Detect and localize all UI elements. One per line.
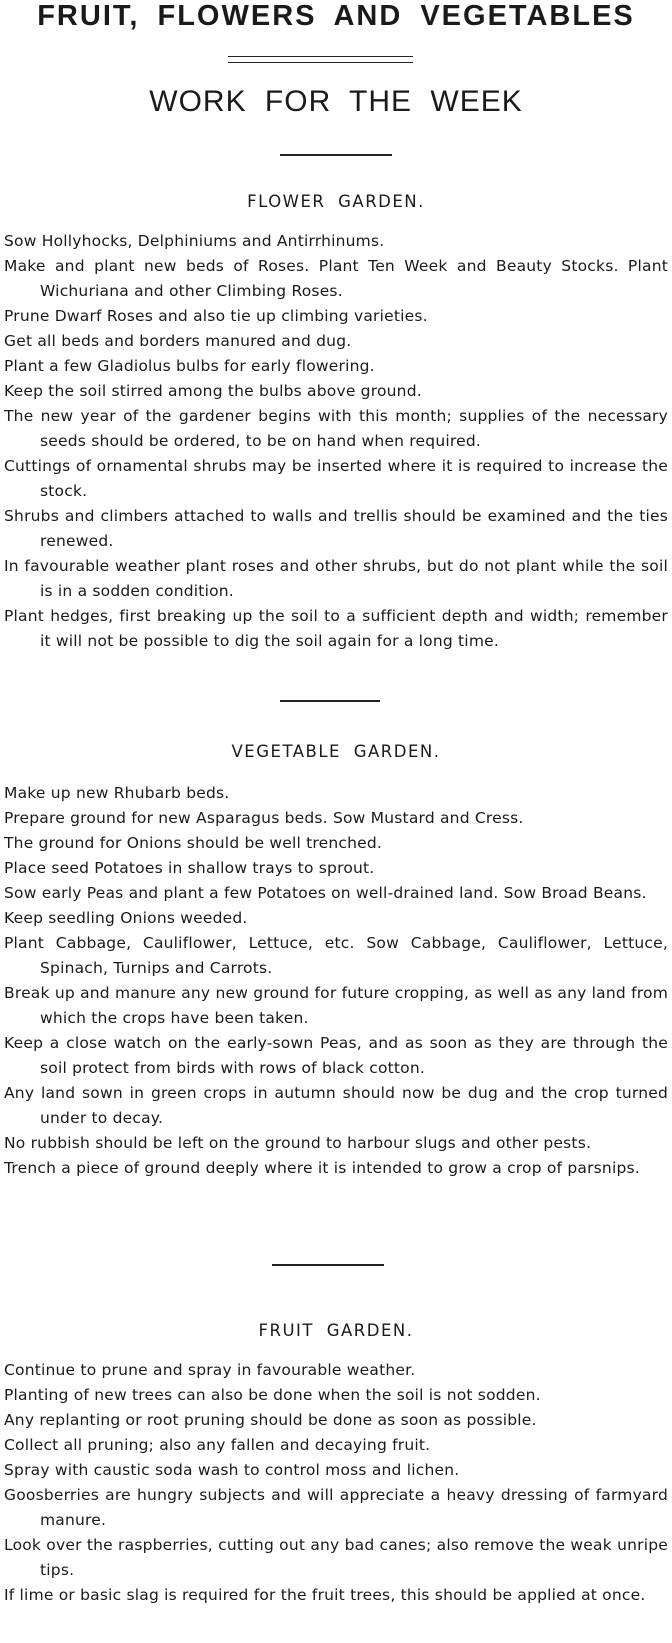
list-item: Keep a close watch on the early-sown Peas, and as soon as they are through the soil protect from birds with rows of black cotton.: [4, 1034, 668, 1077]
list-item: The ground for Onions should be well trenched.: [4, 834, 383, 852]
vegetable-garden-list: [4, 781, 668, 1181]
list-item: Plant Cabbage, Cauliflower, Lettuce, etc. Sow Cabbage, Cauliflower, Lettuce, Spinach, Turnips and Carrots.: [4, 934, 668, 977]
list-item: Make up new Rhubarb beds.: [4, 784, 230, 802]
list-item: Keep seedling Onions weeded.: [4, 909, 248, 927]
section-heading-fruit-garden: FRUIT GARDEN.: [258, 1321, 414, 1340]
page-subtitle: WORK FOR THE WEEK: [149, 85, 523, 118]
list-item: In favourable weather plant roses and other shrubs, but do not plant while the soil is in a sodden condition.: [4, 557, 668, 600]
section-divider-2: [272, 1264, 384, 1266]
list-item: Any land sown in green crops in autumn should now be dug and the crop turned under to decay.: [4, 1084, 668, 1127]
list-item: Continue to prune and spray in favourable weather.: [4, 1361, 416, 1379]
section-divider-1: [280, 700, 380, 702]
section-heading-vegetable-garden: VEGETABLE GARDEN.: [231, 742, 441, 761]
masthead-double-rule: [228, 56, 413, 63]
list-item: Make and plant new beds of Roses. Plant Ten Week and Beauty Stocks. Plant Wichuriana and other Climbing Roses.: [4, 257, 668, 300]
list-item: Break up and manure any new ground for future cropping, as well as any land from which the crops have been taken.: [4, 984, 668, 1027]
list-item: Planting of new trees can also be done when the soil is not sodden.: [4, 1386, 541, 1404]
list-item: If lime or basic slag is required for the fruit trees, this should be applied at once.: [4, 1586, 646, 1604]
list-item: The new year of the gardener begins with this month; supplies of the necessary seeds should be ordered, to be on hand when required.: [4, 407, 668, 450]
list-item: Trench a piece of ground deeply where it is intended to grow a crop of parsnips.: [4, 1159, 640, 1177]
list-item: Goosberries are hungry subjects and will appreciate a heavy dressing of farmyard manure.: [4, 1486, 668, 1529]
list-item: Get all beds and borders manured and dug.: [4, 332, 352, 350]
list-item: Keep the soil stirred among the bulbs above ground.: [4, 382, 422, 400]
list-item: Shrubs and climbers attached to walls and trellis should be examined and the ties renewed.: [4, 507, 668, 550]
subtitle-rule: [280, 154, 392, 156]
list-item: Sow Hollyhocks, Delphiniums and Antirrhinums.: [4, 232, 385, 250]
list-item: No rubbish should be left on the ground to harbour slugs and other pests.: [4, 1134, 592, 1152]
list-item: Spray with caustic soda wash to control moss and lichen.: [4, 1461, 460, 1479]
list-item: Prune Dwarf Roses and also tie up climbing varieties.: [4, 307, 428, 325]
list-item: Place seed Potatoes in shallow trays to sprout.: [4, 859, 375, 877]
list-item: Cuttings of ornamental shrubs may be inserted where it is required to increase the stock.: [4, 457, 668, 500]
list-item: Prepare ground for new Asparagus beds. Sow Mustard and Cress.: [4, 809, 524, 827]
list-item: Any replanting or root pruning should be done as soon as possible.: [4, 1411, 537, 1429]
list-item: Plant hedges, first breaking up the soil to a sufficient depth and width; remember it will not be possible to dig the soil again for a long time.: [4, 607, 668, 650]
masthead: FRUIT, FLOWERS AND VEGETABLES: [37, 0, 635, 32]
flower-garden-list: [4, 229, 668, 654]
list-item: Collect all pruning; also any fallen and decaying fruit.: [4, 1436, 431, 1454]
fruit-garden-list: [4, 1358, 668, 1608]
list-item: Look over the raspberries, cutting out any bad canes; also remove the weak unripe tips.: [4, 1536, 668, 1579]
list-item: Plant a few Gladiolus bulbs for early flowering.: [4, 357, 375, 375]
section-heading-flower-garden: FLOWER GARDEN.: [247, 192, 425, 211]
list-item: Sow early Peas and plant a few Potatoes on well-drained land. Sow Broad Beans.: [4, 884, 647, 902]
